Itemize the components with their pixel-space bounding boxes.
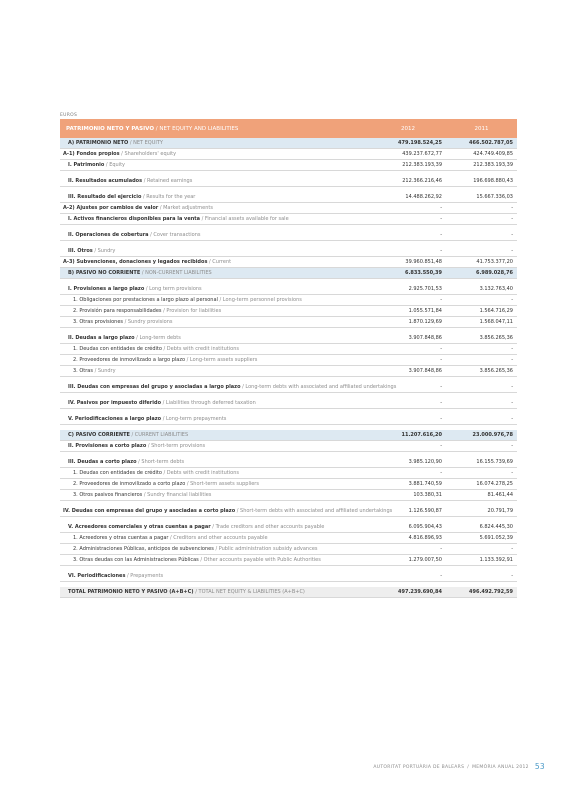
row-label: [60, 366, 370, 377]
row-label: [60, 230, 370, 241]
header-2012: 2012: [370, 119, 446, 138]
table-row: [60, 214, 517, 225]
value-2011: -: [446, 382, 517, 393]
table-row: [60, 203, 517, 214]
value-2012: -: [370, 544, 446, 555]
table-row: [60, 382, 517, 393]
value-2012: 439.237.672,77: [370, 149, 446, 160]
value-2012: 3.907.848,86: [370, 366, 446, 377]
table-row: [60, 479, 517, 490]
table-row: [60, 490, 517, 501]
value-2011: 16.155.739,69: [446, 457, 517, 468]
row-label: [60, 257, 370, 268]
value-2011: -: [446, 230, 517, 241]
table-row: [60, 317, 517, 328]
header-2011: 2011: [446, 119, 517, 138]
table-row: [60, 284, 517, 295]
label-en: / Long-term personnel provisions: [219, 297, 302, 303]
table-row: [60, 344, 517, 355]
table-row: [60, 533, 517, 544]
value-2011: 466.502.787,05: [446, 138, 517, 149]
label-es: I. Activos financieros disponibles para la venta: [68, 216, 201, 222]
label-es: 3. Otras deudas con las Administraciones Públicas: [73, 557, 199, 563]
label-es: 3. Otras: [73, 368, 93, 374]
label-es: III. Deudas con empresas del grupo y asociadas a largo plazo: [68, 384, 241, 390]
label-en: / Short-term debts with associated and affiliated undertakings: [236, 508, 393, 514]
label-en: / Cover transactions: [150, 232, 201, 238]
value-2012: 39.960.851,48: [370, 257, 446, 268]
table-row: [60, 246, 517, 257]
row-label: [60, 160, 370, 171]
value-2012: 3.985.120,90: [370, 457, 446, 468]
row-label: [60, 382, 397, 393]
table-row: [60, 441, 517, 452]
label-en: / Debts with credit institutions: [163, 470, 239, 476]
value-2011: -: [446, 246, 517, 257]
table-row: [60, 366, 517, 377]
label-en: / Short-term debts: [138, 459, 185, 465]
value-2012: -: [370, 571, 446, 582]
label-es: 1. Obligaciones por prestaciones a largo plazo al personal: [73, 297, 218, 303]
row-label: [60, 571, 370, 582]
label-es: III. Resultado del ejercicio: [68, 194, 142, 200]
value-2012: -: [370, 230, 446, 241]
label-en: / Sundry: [94, 368, 116, 374]
label-en: / Sundry: [94, 248, 116, 254]
row-label: [60, 138, 370, 149]
value-2011: 3.132.763,40: [446, 284, 517, 295]
label-es: A-2) Ajustes por cambios de valor: [63, 205, 159, 211]
value-2012: 1.870.129,69: [370, 317, 446, 328]
value-2011: 1.564.716,29: [446, 306, 517, 317]
value-2011: -: [446, 544, 517, 555]
label-en: / Current: [209, 259, 232, 265]
value-2011: 81.461,44: [446, 490, 517, 501]
table-row: [60, 414, 517, 425]
label-es: VI. Periodificaciones: [68, 573, 126, 579]
table-row: [60, 355, 517, 366]
table-row: [60, 149, 517, 160]
row-label: [60, 457, 370, 468]
label-en: / Debts with credit institutions: [163, 346, 239, 352]
label-es: 1. Deudas con entidades de crédito: [73, 346, 162, 352]
label-en: / Financial assets available for sale: [201, 216, 289, 222]
value-2012: 103.380,31: [370, 490, 446, 501]
table-row: [60, 333, 517, 344]
label-es: 3. Otras provisiones: [73, 319, 123, 325]
value-2011: -: [446, 203, 517, 214]
value-2012: 1.279.007,50: [370, 555, 446, 566]
value-2011: -: [446, 571, 517, 582]
label-es: II. Provisiones a corto plazo: [68, 443, 147, 449]
label-es: A) PATRIMONIO NETO: [68, 140, 129, 146]
table-row: [60, 522, 517, 533]
header-label: PATRIMONIO NETO Y PASIVO / NET EQUITY AND LIABILITIES: [60, 119, 370, 138]
table-row: [60, 176, 517, 187]
value-2011: 23.000.976,78: [446, 430, 517, 441]
label-en: / CURRENT LIABILITIES: [131, 432, 189, 438]
value-2012: 497.239.690,84: [370, 587, 446, 598]
footer-separator: /: [467, 765, 470, 770]
label-es: I. Patrimonio: [68, 162, 105, 168]
table-row: [60, 398, 517, 409]
value-2011: -: [446, 468, 517, 479]
footer-org: AUTORITAT PORTUÀRIA DE BALEARS: [373, 765, 465, 770]
row-label: [60, 176, 370, 187]
table-row: [60, 468, 517, 479]
label-en: / TOTAL NET EQUITY & LIABILITIES (A+B+C): [195, 589, 305, 595]
value-2012: -: [370, 344, 446, 355]
label-es: III. Otros: [68, 248, 93, 254]
table-row: [60, 571, 517, 582]
table-row: [60, 430, 517, 441]
table-row: [60, 230, 517, 241]
row-label: [60, 506, 393, 517]
label-en: / Market adjustments: [159, 205, 213, 211]
label-en: / Long-term prepayments: [162, 416, 227, 422]
value-2011: 20.791,79: [446, 506, 517, 517]
value-2011: 15.667.336,03: [446, 192, 517, 203]
row-label: [60, 317, 370, 328]
label-es: 1. Acreedores y otras cuentas a pagar: [73, 535, 169, 541]
value-2012: -: [370, 295, 446, 306]
row-label: [60, 306, 370, 317]
table-row: [60, 457, 517, 468]
label-en: / Sundry provisions: [124, 319, 173, 325]
value-2012: -: [370, 382, 446, 393]
table-row: [60, 555, 517, 566]
label-es: 2. Proveedores de inmovilizado a largo plazo: [73, 357, 186, 363]
label-en: / Equity: [105, 162, 126, 168]
label-en: / Other accounts payable with Public Authorities: [200, 557, 321, 563]
value-2011: 196.698.880,43: [446, 176, 517, 187]
value-2012: 1.126.590,87: [370, 506, 446, 517]
label-en: / Long-term debts: [136, 335, 181, 341]
value-2012: -: [370, 355, 446, 366]
label-es: 2. Administraciones Públicas, anticipos de subvenciones: [73, 546, 214, 552]
label-en: / Retained earnings: [143, 178, 193, 184]
value-2012: 479.198.524,25: [370, 138, 446, 149]
value-2012: 6.833.550,39: [370, 268, 446, 279]
table-row: [60, 544, 517, 555]
table-row: [60, 587, 517, 598]
row-label: [60, 203, 370, 214]
row-label: [60, 149, 370, 160]
value-2012: 212.366.216,46: [370, 176, 446, 187]
value-2011: 212.383.193,39: [446, 160, 517, 171]
row-label: [60, 192, 370, 203]
label-es: C) PASIVO CORRIENTE: [68, 432, 130, 438]
value-2012: -: [370, 214, 446, 225]
label-es: IV. Deudas con empresas del grupo y asociadas a corto plazo: [63, 508, 236, 514]
label-en: / Provision for liabilities: [163, 308, 222, 314]
label-en: / NON-CURRENT LIABILITIES: [141, 270, 212, 276]
value-2012: 3.907.848,86: [370, 333, 446, 344]
page-number: 53: [534, 762, 545, 771]
label-es: A-3) Subvenciones, donaciones y legados recibidos: [63, 259, 208, 265]
value-2012: -: [370, 203, 446, 214]
value-2011: 5.691.052,39: [446, 533, 517, 544]
label-es: II. Operaciones de cobertura: [68, 232, 149, 238]
table-row: [60, 192, 517, 203]
value-2011: 1.133.392,91: [446, 555, 517, 566]
row-label: [60, 479, 370, 490]
label-es: A-1) Fondos propios: [63, 151, 120, 157]
label-en: / NET EQUITY: [129, 140, 163, 146]
value-2012: 11.207.616,20: [370, 430, 446, 441]
value-2011: 6.824.445,30: [446, 522, 517, 533]
table-row: [60, 506, 517, 517]
label-en: / Public administration subsidy advances: [215, 546, 318, 552]
row-label: [60, 344, 370, 355]
table-row: [60, 257, 517, 268]
row-label: [60, 214, 370, 225]
label-es: 2. Proveedores de inmovilizado a corto plazo: [73, 481, 186, 487]
value-2012: -: [370, 398, 446, 409]
value-2012: 3.881.740,59: [370, 479, 446, 490]
value-2012: -: [370, 468, 446, 479]
row-label: [60, 430, 370, 441]
table-row: [60, 160, 517, 171]
value-2012: 6.095.904,43: [370, 522, 446, 533]
label-es: IV. Pasivos por impuesto diferido: [68, 400, 162, 406]
label-en: / Sundry financial liabilities: [143, 492, 212, 498]
label-es: 2. Provisión para responsabilidades: [73, 308, 162, 314]
label-en: / Long-term assets suppliers: [186, 357, 258, 363]
value-2011: -: [446, 355, 517, 366]
currency-unit: EUROS: [60, 113, 78, 118]
footer-report: MEMÒRIA ANUAL 2012: [472, 765, 529, 770]
row-label: [60, 441, 370, 452]
label-es: V. Acreedores comerciales y otras cuentas a pagar: [68, 524, 211, 530]
label-es: II. Resultados acumulados: [68, 178, 143, 184]
label-en: / Trade creditors and other accounts payable: [212, 524, 325, 530]
value-2011: 3.856.265,36: [446, 333, 517, 344]
value-2011: -: [446, 414, 517, 425]
value-2011: 6.989.028,76: [446, 268, 517, 279]
row-label: [60, 522, 370, 533]
row-label: [60, 295, 370, 306]
table-row: [60, 295, 517, 306]
value-2012: 14.488.262,92: [370, 192, 446, 203]
value-2011: 1.568.047,11: [446, 317, 517, 328]
label-es: TOTAL PATRIMONIO NETO Y PASIVO (A+B+C): [68, 589, 194, 595]
value-2011: 41.753.377,20: [446, 257, 517, 268]
value-2011: -: [446, 344, 517, 355]
value-2011: -: [446, 214, 517, 225]
value-2011: 16.074.278,25: [446, 479, 517, 490]
value-2012: 212.383.193,39: [370, 160, 446, 171]
label-en: / Shareholders' equity: [121, 151, 177, 157]
row-label: [60, 414, 370, 425]
row-label: [60, 544, 370, 555]
row-label: [60, 533, 370, 544]
row-label: [60, 587, 370, 598]
row-label: [60, 555, 370, 566]
row-label: [60, 468, 370, 479]
label-es: I. Provisiones a largo plazo: [68, 286, 145, 292]
row-label: [60, 333, 370, 344]
value-2012: 2.925.701,53: [370, 284, 446, 295]
label-es: B) PASIVO NO CORRIENTE: [68, 270, 141, 276]
value-2011: 496.492.792,59: [446, 587, 517, 598]
label-en: / Liabilities through deferred taxation: [162, 400, 256, 406]
label-en: / Short-term assets suppliers: [186, 481, 259, 487]
label-es: III. Deudas a corto plazo: [68, 459, 137, 465]
table-row: [60, 306, 517, 317]
value-2011: 424.749.409,85: [446, 149, 517, 160]
table-header-row: [60, 119, 517, 138]
value-2011: -: [446, 441, 517, 452]
label-en: / Results for the year: [143, 194, 196, 200]
value-2012: -: [370, 414, 446, 425]
balance-sheet-table: [60, 119, 517, 598]
table-row: [60, 268, 517, 279]
page-footer: [373, 762, 545, 771]
label-es: 1. Deudas con entidades de crédito: [73, 470, 162, 476]
label-es: II. Deudas a largo plazo: [68, 335, 135, 341]
row-label: [60, 355, 370, 366]
label-en: / Prepayments: [127, 573, 164, 579]
value-2011: -: [446, 398, 517, 409]
row-label: [60, 246, 370, 257]
value-2012: 4.816.896,93: [370, 533, 446, 544]
value-2011: -: [446, 295, 517, 306]
row-label: [60, 284, 370, 295]
value-2012: 1.055.571,84: [370, 306, 446, 317]
label-en: / Creditors and other accounts payable: [170, 535, 268, 541]
label-en: / Short-term provisions: [147, 443, 206, 449]
label-en: / Long-term debts with associated and affiliated undertakings: [242, 384, 397, 390]
label-en: / Long term provisions: [145, 286, 202, 292]
row-label: [60, 268, 370, 279]
row-label: [60, 490, 370, 501]
value-2012: -: [370, 441, 446, 452]
label-es: V. Periodificaciones a largo plazo: [68, 416, 162, 422]
row-label: [60, 398, 370, 409]
label-es: 3. Otros pasivos financieros: [73, 492, 143, 498]
table-row: [60, 138, 517, 149]
value-2012: -: [370, 246, 446, 257]
value-2011: 3.856.265,36: [446, 366, 517, 377]
